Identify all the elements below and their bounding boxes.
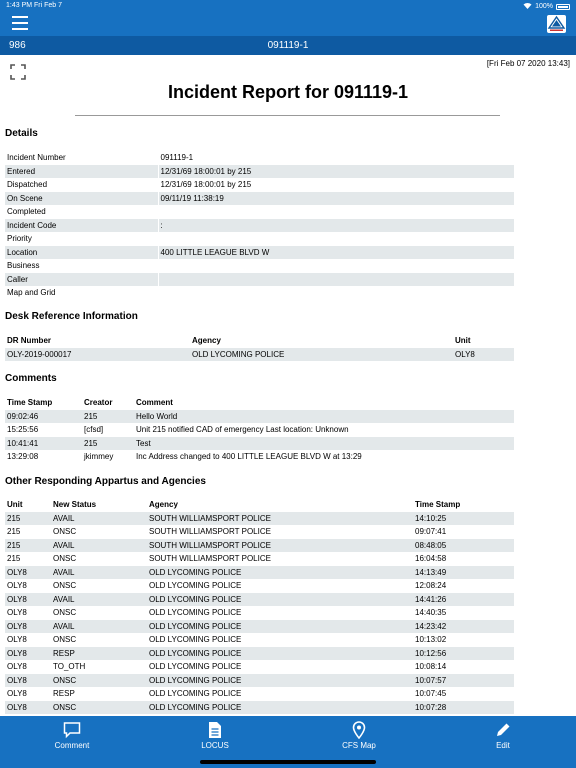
navigation-bar bbox=[0, 12, 576, 36]
agency-row-cell: OLY8 bbox=[7, 635, 27, 645]
details-row bbox=[5, 286, 514, 300]
agency-row-cell: 215 bbox=[5, 539, 51, 553]
agencies-table bbox=[5, 498, 514, 714]
agency-row-cell: OLD LYCOMING POLICE bbox=[149, 608, 242, 618]
details-value: 12/31/69 18:00:01 by 215 bbox=[158, 165, 514, 179]
desk-reference-row-cell: OLY-2019-000017 bbox=[5, 348, 190, 362]
details-label: Caller bbox=[5, 273, 158, 287]
comment-row-cell: Inc Address changed to 400 LITTLE LEAGUE BLVD W at 13:29 bbox=[136, 452, 362, 462]
status-right bbox=[523, 2, 570, 11]
comment-row-cell: 215 bbox=[82, 410, 134, 424]
agency-row bbox=[5, 566, 514, 580]
details-value: 400 LITTLE LEAGUE BLVD W bbox=[158, 246, 514, 260]
agency-row bbox=[5, 552, 514, 566]
comments-section-title: Comments bbox=[5, 373, 57, 384]
details-row bbox=[5, 232, 514, 246]
desk-reference-section-title: Desk Reference Information bbox=[5, 311, 138, 322]
details-row bbox=[5, 219, 514, 233]
details-label: Business bbox=[7, 261, 40, 271]
incident-number-center: 091119-1 bbox=[267, 40, 309, 51]
comment-row-header: Time Stamp bbox=[7, 398, 53, 408]
desk-reference-row-cell: OLY8 bbox=[453, 348, 514, 362]
expand-icon[interactable] bbox=[10, 64, 26, 80]
details-label: Entered bbox=[5, 165, 158, 179]
details-row bbox=[5, 178, 514, 192]
agency-row-cell: OLD LYCOMING POLICE bbox=[147, 593, 413, 607]
details-label: Priority bbox=[7, 234, 32, 244]
agency-row-cell: SOUTH WILLIAMSPORT POLICE bbox=[147, 539, 413, 553]
battery-percent: 100% bbox=[535, 3, 553, 10]
agency-row-cell: AVAIL bbox=[51, 620, 147, 634]
agency-row-cell: OLY8 bbox=[5, 701, 51, 715]
agency-row-cell: 215 bbox=[7, 554, 21, 564]
agency-row-cell: ONSC bbox=[53, 608, 77, 618]
comment-row-cell: 215 bbox=[82, 437, 134, 451]
details-label: Location bbox=[5, 246, 158, 260]
agency-row-cell: 215 bbox=[7, 527, 21, 537]
agency-row-header: New Status bbox=[53, 500, 97, 510]
battery-icon bbox=[556, 4, 570, 10]
details-row bbox=[5, 246, 514, 260]
desk-reference-row-header: Agency bbox=[192, 336, 221, 346]
agency-row-cell: OLD LYCOMING POLICE bbox=[147, 620, 413, 634]
details-table bbox=[5, 151, 514, 300]
agency-row-cell: OLY8 bbox=[5, 566, 51, 580]
agency-row-cell: 10:12:56 bbox=[413, 647, 514, 661]
tab-edit[interactable] bbox=[453, 721, 553, 750]
agency-row-cell: ONSC bbox=[53, 635, 77, 645]
desk-reference-table bbox=[5, 334, 514, 361]
pencil-icon bbox=[494, 721, 512, 739]
agencies-section-title: Other Responding Appartus and Agencies bbox=[5, 476, 206, 487]
agency-row-cell: SOUTH WILLIAMSPORT POLICE bbox=[149, 527, 271, 537]
agency-row-cell: 215 bbox=[5, 512, 51, 526]
agency-row bbox=[5, 579, 514, 593]
details-value bbox=[158, 286, 514, 300]
comment-row-cell: Hello World bbox=[134, 410, 514, 424]
agency-row-cell: OLD LYCOMING POLICE bbox=[147, 674, 413, 688]
agency-row-cell: 14:23:42 bbox=[413, 620, 514, 634]
agency-row-cell: 10:13:02 bbox=[415, 635, 447, 645]
desk-reference-row-header: DR Number bbox=[7, 336, 52, 346]
agency-row bbox=[5, 687, 514, 701]
details-label: On Scene bbox=[5, 192, 158, 206]
comment-row-cell: [cfsd] bbox=[84, 425, 104, 435]
comment-row-cell: 15:25:56 bbox=[7, 425, 39, 435]
title-divider bbox=[75, 115, 500, 116]
details-value bbox=[158, 259, 514, 273]
agency-row bbox=[5, 606, 514, 620]
agency-row-cell: SOUTH WILLIAMSPORT POLICE bbox=[149, 554, 271, 564]
agency-row-cell: OLY8 bbox=[7, 689, 27, 699]
desk-reference-row-header: Unit bbox=[455, 336, 471, 346]
agency-row bbox=[5, 701, 514, 715]
desk-reference-row-cell: OLD LYCOMING POLICE bbox=[190, 348, 453, 362]
agency-row-cell: 10:07:45 bbox=[415, 689, 447, 699]
agency-row-cell: AVAIL bbox=[51, 566, 147, 580]
details-value bbox=[158, 205, 514, 219]
agency-row-header: Time Stamp bbox=[415, 500, 461, 510]
agency-row bbox=[5, 620, 514, 634]
agency-row-cell: 10:07:28 bbox=[413, 701, 514, 715]
home-indicator bbox=[200, 760, 376, 764]
agency-row bbox=[5, 647, 514, 661]
details-row bbox=[5, 151, 514, 165]
details-value: 09/11/19 11:38:19 bbox=[158, 192, 514, 206]
details-value: 091119-1 bbox=[158, 151, 514, 165]
agency-row-cell: ONSC bbox=[53, 527, 77, 537]
agency-row bbox=[5, 512, 514, 526]
status-time: 1:43 PM Fri Feb 7 bbox=[6, 2, 63, 9]
agency-row-cell: 14:10:25 bbox=[413, 512, 514, 526]
comment-icon bbox=[63, 721, 81, 739]
desk-reference-row bbox=[5, 348, 514, 362]
agency-row-cell: 16:04:58 bbox=[415, 554, 447, 564]
comment-row bbox=[5, 437, 514, 451]
agency-row-cell: AVAIL bbox=[51, 593, 147, 607]
agency-row-cell: 08:48:05 bbox=[413, 539, 514, 553]
agency-row bbox=[5, 525, 514, 539]
agency-row-cell: RESP bbox=[51, 647, 147, 661]
agency-row-cell: 14:40:35 bbox=[415, 608, 447, 618]
agency-row-cell: OLD LYCOMING POLICE bbox=[147, 566, 413, 580]
agency-row-cell: OLY8 bbox=[7, 608, 27, 618]
agency-row-cell: ONSC bbox=[53, 554, 77, 564]
agency-row-cell: AVAIL bbox=[51, 512, 147, 526]
agency-row-cell: OLY8 bbox=[7, 662, 27, 672]
comment-row bbox=[5, 423, 514, 437]
comment-row-header: Creator bbox=[84, 398, 113, 408]
agency-row-cell: OLD LYCOMING POLICE bbox=[149, 635, 242, 645]
agency-row bbox=[5, 539, 514, 553]
details-label: Incident Code bbox=[5, 219, 158, 233]
menu-icon[interactable] bbox=[12, 16, 28, 30]
agency-row-cell: OLD LYCOMING POLICE bbox=[149, 581, 242, 591]
report-timestamp: [Fri Feb 07 2020 13:43] bbox=[486, 59, 570, 68]
details-label: Completed bbox=[7, 207, 46, 217]
agency-row-cell: OLY8 bbox=[7, 581, 27, 591]
agency-row-cell: SOUTH WILLIAMSPORT POLICE bbox=[147, 512, 413, 526]
agency-row-cell: OLD LYCOMING POLICE bbox=[149, 689, 242, 699]
agency-row-cell: OLD LYCOMING POLICE bbox=[149, 662, 242, 672]
agency-row-header: Agency bbox=[149, 500, 178, 510]
details-label: Dispatched bbox=[7, 180, 48, 190]
agency-row-cell: 12:08:24 bbox=[415, 581, 447, 591]
agency-row bbox=[5, 674, 514, 688]
status-bar bbox=[0, 0, 576, 12]
agency-row-cell: 10:08:14 bbox=[415, 662, 447, 672]
document-icon bbox=[206, 721, 224, 739]
details-row bbox=[5, 192, 514, 206]
agency-row-cell: TO_OTH bbox=[53, 662, 86, 672]
tab-comment-label: Comment bbox=[54, 741, 90, 750]
agency-row bbox=[5, 593, 514, 607]
details-value: : bbox=[158, 219, 514, 233]
tab-comment[interactable] bbox=[22, 721, 122, 750]
details-value bbox=[158, 232, 514, 246]
agency-row-cell: RESP bbox=[53, 689, 75, 699]
tab-cfs-map-label: CFS Map bbox=[342, 741, 376, 750]
comment-row-header: Comment bbox=[136, 398, 173, 408]
details-row bbox=[5, 273, 514, 287]
agency-logo-icon bbox=[547, 15, 566, 33]
comment-row bbox=[5, 450, 514, 464]
agency-row-cell: AVAIL bbox=[51, 539, 147, 553]
details-row bbox=[5, 165, 514, 179]
tab-cfs-map[interactable] bbox=[309, 721, 409, 750]
agency-row-cell: 09:07:41 bbox=[415, 527, 447, 537]
agency-row-cell: OLD LYCOMING POLICE bbox=[147, 701, 413, 715]
comments-table bbox=[5, 396, 514, 464]
agency-row-cell: 14:41:26 bbox=[413, 593, 514, 607]
agency-row-cell: OLY8 bbox=[5, 620, 51, 634]
details-label: Map and Grid bbox=[7, 288, 56, 298]
map-pin-icon bbox=[350, 721, 368, 739]
agency-row-cell: 14:13:49 bbox=[413, 566, 514, 580]
tab-edit-label: Edit bbox=[496, 741, 510, 750]
details-row bbox=[5, 205, 514, 219]
details-value: 12/31/69 18:00:01 by 215 bbox=[158, 178, 514, 192]
details-section-title: Details bbox=[5, 128, 38, 139]
page-title: Incident Report for 091119-1 bbox=[167, 82, 409, 102]
agency-row-cell: OLD LYCOMING POLICE bbox=[147, 647, 413, 661]
details-label: Incident Number bbox=[7, 153, 66, 163]
comment-row-cell: 10:41:41 bbox=[5, 437, 82, 451]
comment-row-cell: jkimmey bbox=[84, 452, 114, 462]
agency-row-cell: OLY8 bbox=[5, 647, 51, 661]
comment-row-cell: 09:02:46 bbox=[5, 410, 82, 424]
agency-row-cell: ONSC bbox=[51, 674, 147, 688]
agency-row bbox=[5, 660, 514, 674]
tab-locus[interactable] bbox=[165, 721, 265, 750]
details-row bbox=[5, 259, 514, 273]
agency-row bbox=[5, 633, 514, 647]
incident-header-bar bbox=[0, 36, 576, 55]
agency-row-cell: ONSC bbox=[53, 581, 77, 591]
agency-row-header: Unit bbox=[7, 500, 23, 510]
tab-locus-label: LOCUS bbox=[201, 741, 229, 750]
incident-number-left: 986 bbox=[9, 40, 26, 51]
comment-row bbox=[5, 410, 514, 424]
agency-row-cell: OLY8 bbox=[5, 674, 51, 688]
wifi-icon bbox=[523, 2, 532, 11]
details-value bbox=[158, 273, 514, 287]
comment-row-cell: 13:29:08 bbox=[7, 452, 39, 462]
agency-row-cell: ONSC bbox=[51, 701, 147, 715]
agency-row-cell: OLY8 bbox=[5, 593, 51, 607]
agency-row-cell: 10:07:57 bbox=[413, 674, 514, 688]
comment-row-cell: Unit 215 notified CAD of emergency Last location: Unknown bbox=[136, 425, 349, 435]
comment-row-cell: Test bbox=[134, 437, 514, 451]
